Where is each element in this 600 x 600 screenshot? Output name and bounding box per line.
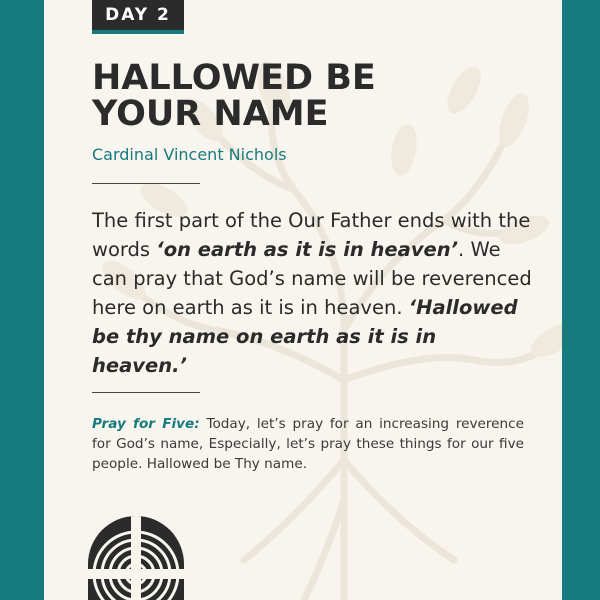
- body-quote-2: ‘Hallowed be thy name on earth as it is in heaven.’: [92, 296, 518, 377]
- logo-icon: [88, 516, 184, 600]
- body-text-part-1: The first part of the Our Father ends with the words: [92, 209, 531, 261]
- divider-bottom: [92, 392, 200, 393]
- body-quote-1: ‘on earth as it is in heaven’: [156, 238, 459, 261]
- body-text: [92, 206, 532, 380]
- pray-body: Today, let’s pray for an increasing reverence for God’s name, Especially, let’s pray these things for our five people. Hallowed be Thy name.: [92, 416, 524, 472]
- page-title: [92, 60, 512, 132]
- devotion-card: [44, 0, 562, 600]
- divider-top: [92, 183, 200, 184]
- title-line-2: YOUR NAME: [92, 94, 329, 134]
- pray-for-five-text: [92, 414, 524, 474]
- author-name: Cardinal Vincent Nichols: [92, 145, 287, 164]
- day-badge: DAY 2: [92, 0, 184, 34]
- body-text-part-2: . We can pray that God’s name will be reverenced here on earth as it is in heaven.: [92, 238, 532, 319]
- pray-lead: Pray for Five:: [92, 416, 200, 432]
- title-line-1: HALLOWED BE: [92, 58, 376, 98]
